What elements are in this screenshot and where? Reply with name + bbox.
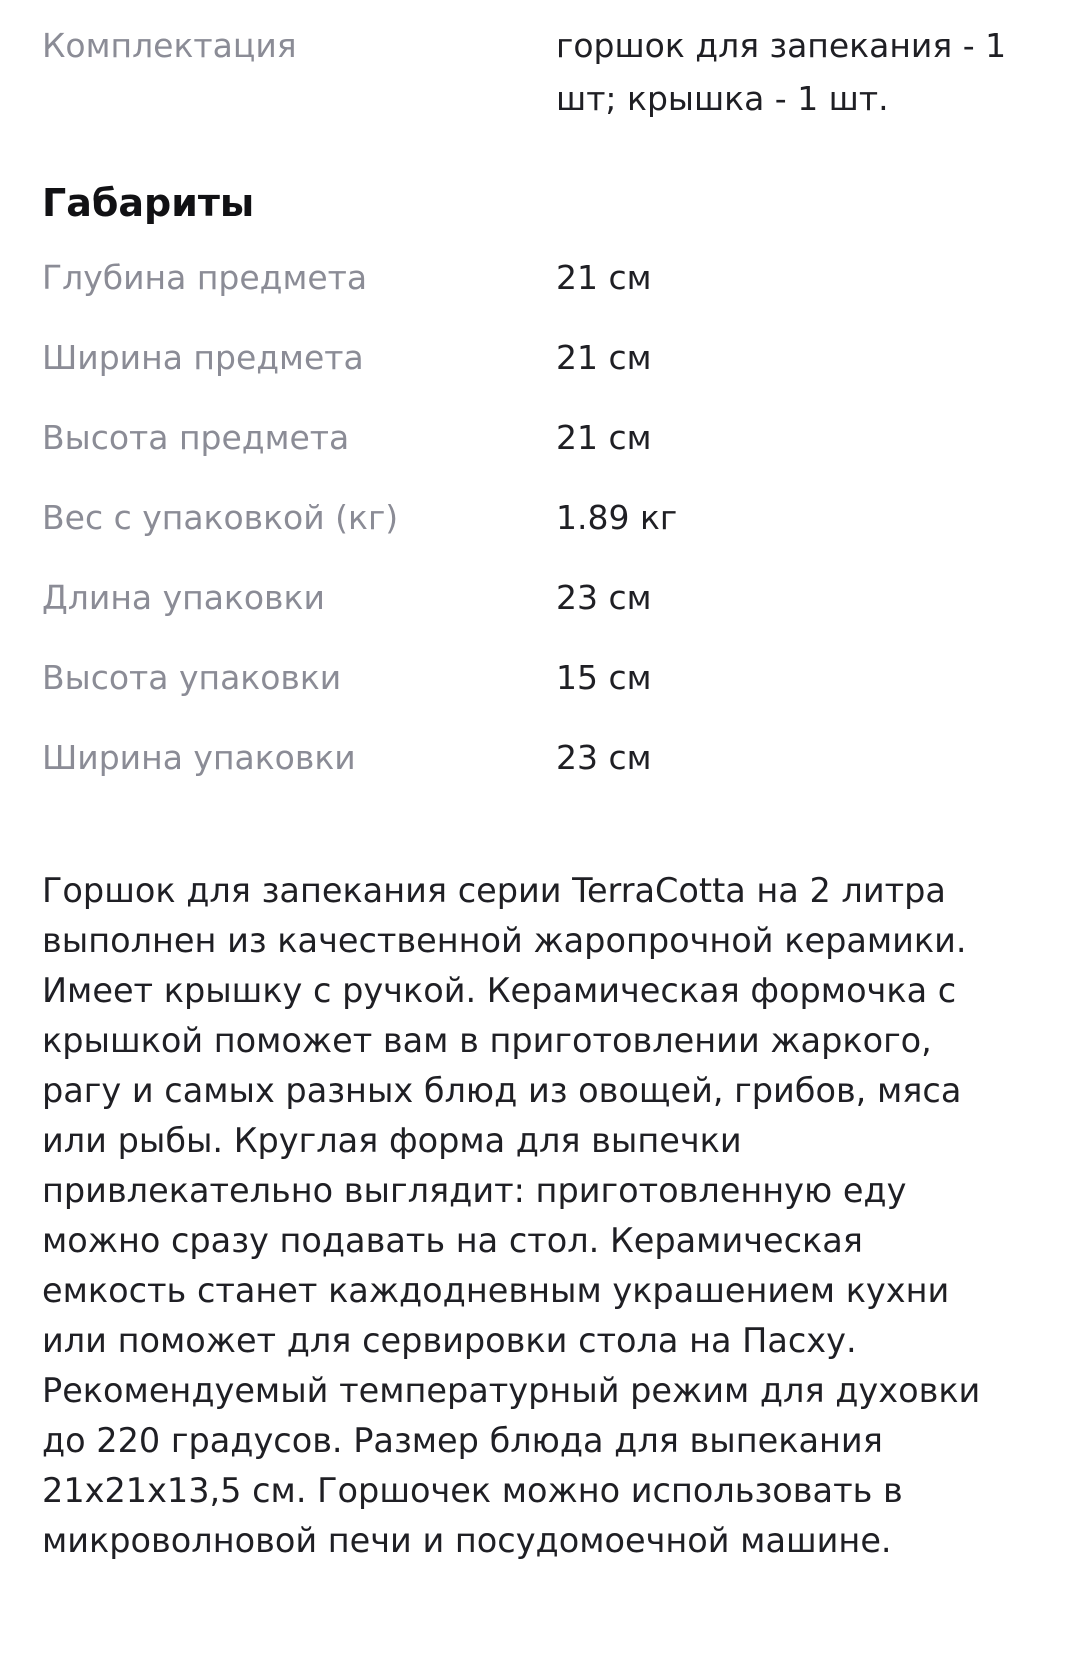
spec-label: Длина упаковки: [42, 578, 325, 617]
spec-value: 23 см: [556, 578, 652, 617]
description-line: Имеет крышку с ручкой. Керамическая формочка с: [42, 971, 957, 1010]
spec-value: 21 см: [556, 338, 652, 377]
spec-value-line: шт; крышка - 1 шт.: [556, 79, 889, 118]
spec-value: 23 см: [556, 738, 652, 777]
spec-label: Глубина предмета: [42, 258, 368, 297]
description-line: выполнен из качественной жаропрочной керамики.: [42, 921, 967, 960]
description-line: Горшок для запекания серии TerraCotta на 2 литра: [42, 871, 946, 910]
description-line: можно сразу подавать на стол. Керамическая: [42, 1221, 863, 1260]
spec-label: Высота упаковки: [42, 658, 342, 697]
spec-value: 15 см: [556, 658, 652, 697]
description-line: микроволновой печи и посудомоечной машине.: [42, 1521, 892, 1560]
spec-value: 21 см: [556, 258, 652, 297]
description-line: рагу и самых разных блюд из овощей, грибов, мяса: [42, 1071, 962, 1110]
description-line: привлекательно выглядит: приготовленную еду: [42, 1171, 907, 1210]
section-title-dimensions: Габариты: [42, 181, 255, 225]
spec-value: 1.89 кг: [556, 498, 678, 537]
description-line: до 220 градусов. Размер блюда для выпекания: [42, 1421, 883, 1460]
spec-value: [556, 19, 1026, 125]
description-line: 21x21x13,5 см. Горшочек можно использовать в: [42, 1471, 903, 1510]
spec-label: Вес с упаковкой (кг): [42, 498, 399, 537]
product-description: [42, 866, 1052, 1566]
description-line: Рекомендуемый температурный режим для духовки: [42, 1371, 981, 1410]
description-line: или поможет для сервировки стола на Пасху.: [42, 1321, 857, 1360]
spec-label: Высота предмета: [42, 418, 350, 457]
description-line: или рыбы. Круглая форма для выпечки: [42, 1121, 742, 1160]
spec-value-line: горшок для запекания - 1: [556, 26, 1007, 65]
description-line: крышкой поможет вам в приготовлении жаркого,: [42, 1021, 932, 1060]
description-line: емкость станет каждодневным украшением кухни: [42, 1271, 950, 1310]
spec-value: 21 см: [556, 418, 652, 457]
spec-label: Ширина предмета: [42, 338, 364, 377]
spec-label: Ширина упаковки: [42, 738, 356, 777]
spec-label: Комплектация: [42, 26, 297, 65]
